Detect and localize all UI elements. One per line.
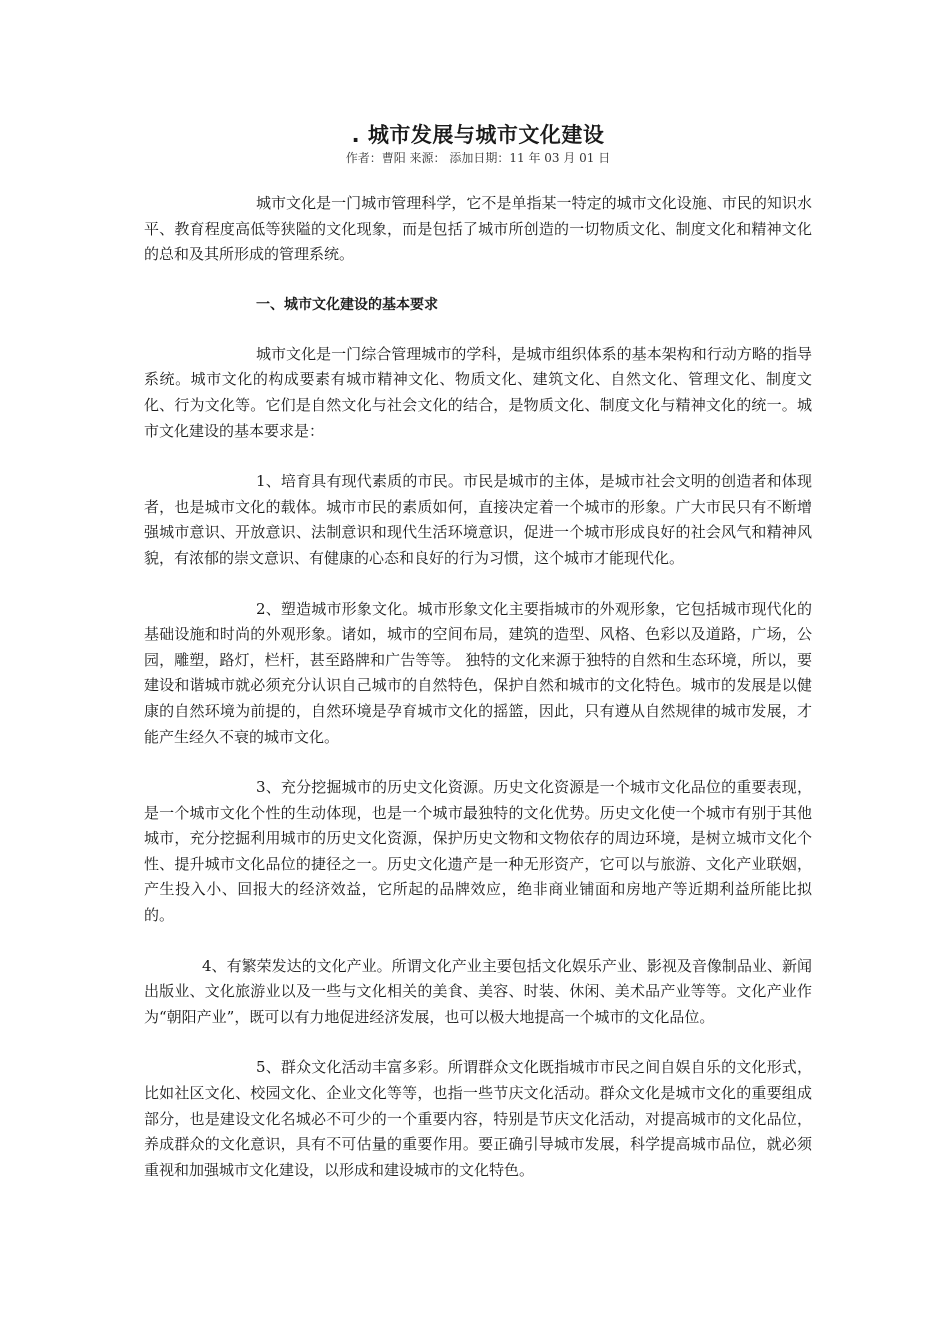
document-meta: 作者：曹阳 来源： 添加日期：11 年 03 月 01 日 bbox=[345, 151, 611, 165]
paragraph-item-1: 1、培育具有现代素质的市民。市民是城市的主体，是城市社会文明的创造者和体现者，也是城市文化的载体。城市市民的素质如何，直接决定着一个城市的形象。广大市民只有不断增强城市意识、开放意识、法制意识和现代生活环境意识，促进一个城市形成良好的社会风气和精神风貌，有浓郁的崇文意识、有健康的心态和良好的行为习惯，这个城市才能现代化。 bbox=[144, 472, 812, 567]
paragraph-gap bbox=[144, 444, 812, 469]
paragraph-item-5: 5、群众文化活动丰富多彩。所谓群众文化既指城市市民之间自娱自乐的文化形式，比如社区文化、校园文化、企业文化等等，也指一些节庆文化活动。群众文化是城市文化的重要组成部分，也是建设文化名城必不可少的一个重要内容，特别是节庆文化活动，对提高城市的文化品位，养成群众的文化意识，具有不可估量的重要作用。要正确引导城市发展，科学提高城市品位，就必须重视和加强城市文化建设，以形成和建设城市的文化特色。 bbox=[144, 1058, 812, 1179]
paragraph-gap bbox=[144, 929, 812, 954]
document-title: . 城市发展与城市文化建设 bbox=[351, 123, 605, 147]
paragraph-item-3: 3、充分挖掘城市的历史文化资源。历史文化资源是一个城市文化品位的重要表现，是一个城市文化个性的生动体现，也是一个城市最独特的文化优势。历史文化使一个城市有别于其他城市，充分挖掘利用城市的历史文化资源，保护历史文物和文物依存的周边环境，是树立城市文化个性、提升城市文化品位的捷径之一。历史文化遗产是一种无形资产，它可以与旅游、文化产业联姻，产生投入小、回报大的经济效益，它所起的品牌效应，绝非商业铺面和房地产等近期利益所能比拟的。 bbox=[144, 778, 812, 925]
paragraph-intro: 城市文化是一门城市管理科学，它不是单指某一特定的城市文化设施、市民的知识水平、教育程度高低等狭隘的文化现象，而是包括了城市所创造的一切物质文化、制度文化和精神文化的总和及其所形成的管理系统。 bbox=[144, 194, 812, 264]
paragraph-gap bbox=[144, 1030, 812, 1055]
paragraph-gap bbox=[144, 268, 812, 293]
paragraph-gap bbox=[144, 572, 812, 597]
paragraph-section-intro: 城市文化是一门综合管理城市的学科，是城市组织体系的基本架构和行动方略的指导系统。城市文化的构成要素有城市精神文化、物质文化、建筑文化、自然文化、管理文化、制度文化、行为文化等。它们是自然文化与社会文化的结合，是物质文化、制度文化与精神文化的统一。城市文化建设的基本要求是： bbox=[144, 344, 812, 440]
section-heading: 一、城市文化建设的基本要求 bbox=[256, 296, 438, 313]
paragraph-gap bbox=[144, 317, 812, 342]
paragraph-item-2: 2、塑造城市形象文化。城市形象文化主要指城市的外观形象，它包括城市现代化的基础设施和时尚的外观形象。诸如，城市的空间布局，建筑的造型、风格、色彩以及道路，广场，公园，雕塑，路灯，栏杆，甚至路牌和广告等等。 独特的文化来源于独特的自然和生态环境，所以，要建设和谐城市就必须充分认识自己城市的自然特色，保护自然和城市的文化特色。城市的发展是以健康的自然环境为前提的，自然环境是孕育城市文化的摇篮，因此，只有遵从自然规律的城市发展，才能产生经久不衰的城市文化。 bbox=[144, 599, 812, 746]
paragraph-gap bbox=[144, 750, 812, 775]
document-page bbox=[144, 120, 812, 1183]
paragraph-item-4: 4、有繁荣发达的文化产业。所谓文化产业主要包括文化娱乐产业、影视及音像制品业、新闻出版业、文化旅游业以及一些与文化相关的美食、美容、时装、休闲、美术品产业等等。文化产业作为“朝阳产业”，既可以有力地促进经济发展，也可以极大地提高一个城市的文化品位。 bbox=[144, 956, 812, 1026]
